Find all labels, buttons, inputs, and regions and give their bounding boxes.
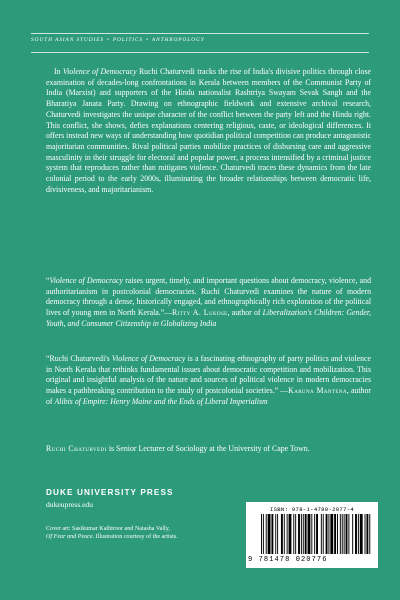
description-body: Ruchi Chaturvedi tracks the rise of India's divisive politics through close examination of decades-long confrontations in Kerala between members of the Communist Party of India (Marxist) and supporters of the Hindu nationalist Rashtriya Swayam Sevak Sangh and the Bharatiya Janata Party. Drawing on ethnographic fieldwork and extensive archival research, Chaturvedi investigates the unique character of the conflict between the party left and the Hindu right. This conflict, she shows, defies explanations centering religious, caste, or ideological differences. It offers instead new ways of understanding how quotidian political competition can produce antagonistic majoritarian communities. Rival political parties mobilize practices of disbursing care and aggressive masculinity in their struggle for electoral and popular power, a process intensified by a criminal justice system that reproduces rather than mitigates violence. Chaturvedi traces these dynamics from the late colonial period to the early 2000s, illuminating the broader relationships between democratic life, divisiveness, and majoritarianism. xyxy=(46,67,371,194)
endorser-name: Karuna Mantena xyxy=(288,386,347,396)
endorser-connector: , author of xyxy=(227,308,263,318)
credit-line: Cover art: Sasikumar Kathiroor and Natasha Vally, xyxy=(46,526,170,532)
subject-label: ANTHROPOLOGY xyxy=(151,37,205,43)
book-title: Violence of Democracy xyxy=(49,276,124,285)
description-lead: In xyxy=(54,67,63,76)
barcode-bars xyxy=(261,514,371,554)
separator-dot: • xyxy=(107,37,110,43)
author-bio xyxy=(46,444,371,455)
endorsement-quote-1 xyxy=(46,276,371,330)
subject-label: SOUTH ASIAN STUDIES xyxy=(31,37,105,43)
endorser-name: Ritty A. Lukose xyxy=(172,308,228,318)
quote-body: raises urgent, timely, and important questions about democracy, violence, and authoritarianism in postcolonial democracies. Ruchi Chaturvedi examines the nature of modern democracy through a dense, historically engaged, and ethnographically rich exploration of the political lives of young men in North Kerala.”— xyxy=(46,276,371,318)
endorsement-quote-2 xyxy=(46,354,371,408)
endorser-book: Liberalization's Children: Gender, Youth, and Consumer Citizenship in Globalizing India xyxy=(46,308,371,328)
quote-body: is a fascinating ethnography of party politics and violence in North Kerala that rethinks fundamental issues about democratic competition and mobilization. This original and insightful analysis of the nature and sources of political violence in modern democracies makes a pathbreaking contribution to the study of postcolonial societies.” — xyxy=(46,354,372,396)
publisher-name: DUKE UNIVERSITY PRESS xyxy=(46,488,174,497)
publisher-website[interactable]: dukeupress.edu xyxy=(46,500,94,509)
book-description xyxy=(46,67,371,195)
barcode xyxy=(246,502,378,568)
separator-dot: • xyxy=(146,37,149,43)
top-rule xyxy=(31,33,369,34)
subject-label: POLITICS xyxy=(112,37,144,43)
endorser-book: Alibis of Empire: Henry Maine and the Ends of Liberal Imperialism xyxy=(54,396,268,406)
subjects-rule xyxy=(31,52,369,53)
cover-art-credit xyxy=(46,525,246,542)
book-title: Violence of Democracy xyxy=(62,67,137,76)
isbn-label: ISBN: 978-1-4780-2077-4 xyxy=(269,506,355,513)
artwork-title: Of Fear and Peace xyxy=(46,534,93,541)
bio-text: is Senior Lecturer of Sociology at the University of Cape Town. xyxy=(106,444,310,453)
book-title: Violence of Democracy xyxy=(111,354,186,363)
author-name: Ruchi Chaturvedi xyxy=(46,444,107,453)
quote-lead: “Ruchi Chaturvedi's xyxy=(46,354,112,363)
subject-categories xyxy=(31,37,205,43)
credit-line: . Illustration courtesy of the artists. xyxy=(92,534,178,541)
barcode-digits: 9 781478 020776 xyxy=(248,556,328,564)
quote-open: “ xyxy=(46,276,50,285)
endorser-connector: , author of xyxy=(46,386,371,406)
